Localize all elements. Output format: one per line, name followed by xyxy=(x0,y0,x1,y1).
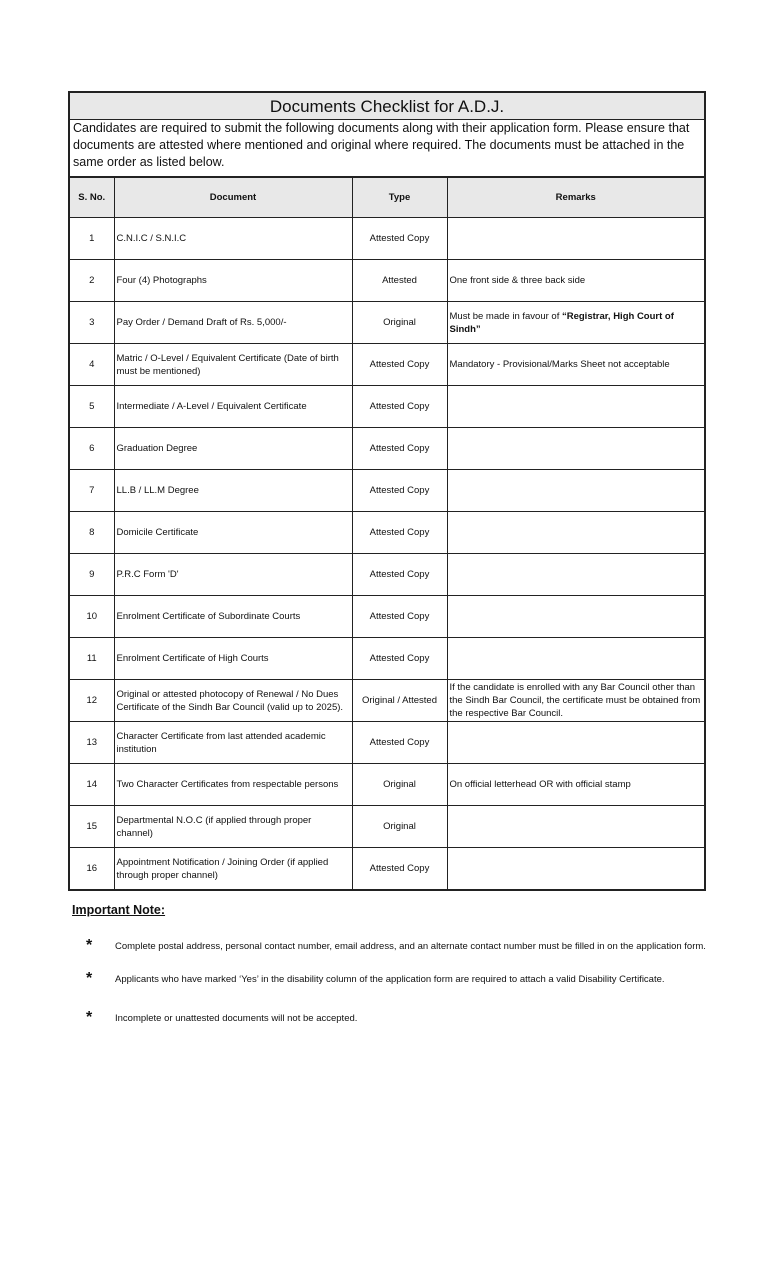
asterisk-icon: * xyxy=(86,970,93,987)
remarks-text: Mandatory - Provisional/Marks Sheet not acceptable xyxy=(449,359,670,370)
table-row xyxy=(69,260,705,302)
document-cell: Graduation Degree xyxy=(114,428,352,470)
type-cell: Attested xyxy=(352,260,447,302)
table-row xyxy=(69,596,705,638)
serial-number-cell: 1 xyxy=(69,218,114,260)
document-cell: LL.B / LL.M Degree xyxy=(114,470,352,512)
serial-number-cell: 4 xyxy=(69,344,114,386)
table-row xyxy=(69,848,705,891)
type-cell: Attested Copy xyxy=(352,470,447,512)
serial-number-cell: 12 xyxy=(69,680,114,722)
table-row xyxy=(69,722,705,764)
document-cell: Enrolment Certificate of Subordinate Courts xyxy=(114,596,352,638)
table-row xyxy=(69,218,705,260)
remarks-cell xyxy=(447,386,705,428)
serial-number-cell: 2 xyxy=(69,260,114,302)
note-title: Important Note: xyxy=(72,903,166,917)
header-type: Type xyxy=(352,177,447,218)
document-cell: Matric / O-Level / Equivalent Certificate (Date of birth must be mentioned) xyxy=(114,344,352,386)
type-cell: Attested Copy xyxy=(352,344,447,386)
asterisk-icon: * xyxy=(86,937,93,954)
document-cell: Two Character Certificates from respectable persons xyxy=(114,764,352,806)
header-document: Document xyxy=(114,177,352,218)
remarks-cell xyxy=(447,512,705,554)
type-cell: Attested Copy xyxy=(352,596,447,638)
table-row xyxy=(69,512,705,554)
table-row xyxy=(69,554,705,596)
intro-text: Candidates are required to submit the following documents along with their application form. Please ensure that documents are attested where mentioned and original where required. The documents must be attached in the same order as listed below. xyxy=(69,120,705,178)
note-item xyxy=(72,939,712,954)
type-cell: Original xyxy=(352,806,447,848)
remarks-text: On official letterhead OR with official stamp xyxy=(449,779,631,790)
document-cell: Enrolment Certificate of High Courts xyxy=(114,638,352,680)
type-cell: Attested Copy xyxy=(352,218,447,260)
document-cell: Appointment Notification / Joining Order (if applied through proper channel) xyxy=(114,848,352,891)
serial-number-cell: 9 xyxy=(69,554,114,596)
asterisk-icon: * xyxy=(86,1009,93,1026)
remarks-cell xyxy=(447,218,705,260)
checklist-sheet xyxy=(68,91,704,891)
table-row xyxy=(69,764,705,806)
remarks-cell xyxy=(447,848,705,891)
header-remarks: Remarks xyxy=(447,177,705,218)
document-cell: Domicile Certificate xyxy=(114,512,352,554)
serial-number-cell: 15 xyxy=(69,806,114,848)
table-row xyxy=(69,470,705,512)
document-cell: Intermediate / A-Level / Equivalent Certificate xyxy=(114,386,352,428)
type-cell: Attested Copy xyxy=(352,512,447,554)
page-title: Documents Checklist for A.D.J. xyxy=(69,92,705,120)
note-text: Complete postal address, personal contact number, email address, and an alternate contact number must be filled in on the application form. xyxy=(115,941,706,952)
remarks-cell xyxy=(447,806,705,848)
table-row xyxy=(69,302,705,344)
document-cell: Four (4) Photographs xyxy=(114,260,352,302)
serial-number-cell: 11 xyxy=(69,638,114,680)
serial-number-cell: 3 xyxy=(69,302,114,344)
document-cell: Original or attested photocopy of Renewal / No Dues Certificate of the Sindh Bar Council (valid up to 2025). xyxy=(114,680,352,722)
remarks-cell xyxy=(447,638,705,680)
document-cell: Departmental N.O.C (if applied through proper channel) xyxy=(114,806,352,848)
serial-number-cell: 16 xyxy=(69,848,114,891)
remarks-cell xyxy=(447,596,705,638)
note-item xyxy=(72,1011,712,1026)
document-cell: Pay Order / Demand Draft of Rs. 5,000/- xyxy=(114,302,352,344)
serial-number-cell: 6 xyxy=(69,428,114,470)
remarks-cell xyxy=(447,680,705,722)
important-note xyxy=(72,903,712,1048)
remarks-cell xyxy=(447,344,705,386)
document-cell: C.N.I.C / S.N.I.C xyxy=(114,218,352,260)
document-cell: Character Certificate from last attended academic institution xyxy=(114,722,352,764)
type-cell: Attested Copy xyxy=(352,722,447,764)
type-cell: Original xyxy=(352,302,447,344)
remarks-cell xyxy=(447,470,705,512)
checklist-table xyxy=(68,91,706,891)
table-row xyxy=(69,428,705,470)
remarks-text: If the candidate is enrolled with any Bar Council other than the Sindh Bar Council, the certificate must be obtained from the respective Bar Council. xyxy=(449,682,701,719)
table-row xyxy=(69,386,705,428)
remarks-text: Must be made in favour of xyxy=(449,310,562,322)
type-cell: Attested Copy xyxy=(352,554,447,596)
remarks-cell xyxy=(447,722,705,764)
table-row xyxy=(69,344,705,386)
serial-number-cell: 10 xyxy=(69,596,114,638)
remarks-cell xyxy=(447,554,705,596)
serial-number-cell: 14 xyxy=(69,764,114,806)
header-serial-no: S. No. xyxy=(69,177,114,218)
remarks-cell xyxy=(447,302,705,344)
type-cell: Attested Copy xyxy=(352,848,447,891)
document-cell: P.R.C Form 'D' xyxy=(114,554,352,596)
table-row xyxy=(69,680,705,722)
serial-number-cell: 8 xyxy=(69,512,114,554)
remarks-cell xyxy=(447,428,705,470)
remarks-bold-text: “Registrar, High Court of Sindh” xyxy=(449,310,674,335)
table-row xyxy=(69,638,705,680)
type-cell: Original xyxy=(352,764,447,806)
table-header-row xyxy=(69,177,705,218)
type-cell: Original / Attested xyxy=(352,680,447,722)
type-cell: Attested Copy xyxy=(352,386,447,428)
note-item xyxy=(72,972,712,987)
remarks-cell xyxy=(447,764,705,806)
note-text: Applicants who have marked ‘Yes’ in the disability column of the application form are required to attach a valid Disability Certificate. xyxy=(115,974,665,985)
note-text: Incomplete or unattested documents will not be accepted. xyxy=(115,1013,358,1024)
type-cell: Attested Copy xyxy=(352,638,447,680)
remarks-cell xyxy=(447,260,705,302)
serial-number-cell: 5 xyxy=(69,386,114,428)
remarks-text: One front side & three back side xyxy=(449,275,586,286)
serial-number-cell: 13 xyxy=(69,722,114,764)
type-cell: Attested Copy xyxy=(352,428,447,470)
table-row xyxy=(69,806,705,848)
serial-number-cell: 7 xyxy=(69,470,114,512)
